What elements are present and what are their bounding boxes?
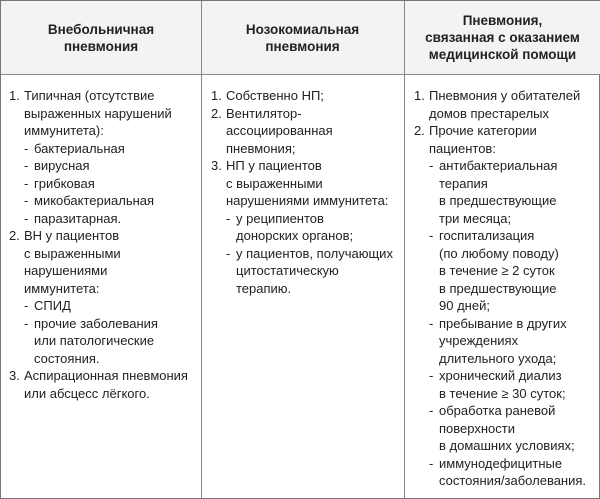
list-item [414,87,599,122]
list-number: 3. [211,158,222,173]
text-line: 90 дней; [439,298,490,313]
text-line: ВН у пациентов [24,228,120,243]
header-line: Нозокомиальная [245,21,360,37]
text-line: или патологические [34,333,155,348]
text-line: поверхности [439,420,515,436]
list-item-text [429,122,537,157]
text-line: хронический диализ [439,368,562,383]
text-line: Типичная (отсутствие [24,88,155,103]
list-item-text [34,157,90,175]
text-line: цитостатическую [236,263,339,278]
text-line: обработка раневой [439,403,556,418]
text-line: длительного ухода; [439,350,557,366]
text-line: или абсцесс лёгкого. [24,385,150,401]
list-dash: - [429,368,434,383]
text-line: в течение ≥ 30 суток; [439,385,566,401]
text-line: учреждениях [439,333,519,348]
header-nosocomial [201,1,404,75]
text-line: микобактериальная [34,193,155,208]
list-number: 3. [9,368,20,383]
list-item [9,315,197,368]
text-line: три месяца; [439,210,512,226]
text-line: паразитарная. [34,210,122,226]
list-item [414,315,599,368]
list-item [211,157,401,210]
list-item-text [24,87,172,140]
list-item-text [439,402,575,455]
text-line: у реципиентов [236,210,324,226]
text-line: в предшествующие [439,280,557,296]
text-line: Прочие категории [429,123,537,138]
header-community-acquired [1,1,201,75]
text-line: нарушениями [24,263,108,278]
list-number: 1. [9,88,20,103]
list-item [414,367,599,402]
list-number: 1. [414,88,425,103]
text-line: бактериальная [34,140,125,156]
list-item [211,245,401,298]
list-item-text [34,315,158,368]
column-divider [404,1,405,498]
header-line: связанная с оказанием [425,30,580,45]
list-dash: - [429,228,434,243]
text-line: донорских органов; [236,228,354,243]
column-community-acquired [9,87,197,402]
list-item-text [34,210,121,228]
text-line: в домашних условиях; [439,438,575,453]
text-line: пребывание в других [439,315,567,331]
text-line: госпитализация [439,228,535,243]
list-number: 2. [211,105,222,121]
text-line: Пневмония у обитателей [429,88,581,103]
list-item [211,87,401,105]
list-dash: - [24,175,29,191]
list-item-text [236,245,393,298]
text-line: выраженных нарушений [24,105,172,121]
list-dash: - [24,140,29,156]
header-line: медицинской помощи [428,47,577,62]
header-line: пневмония [63,38,139,54]
list-item [9,87,197,140]
list-item [211,210,401,245]
list-item-text [34,175,95,193]
list-item [9,227,197,297]
list-item-text [439,227,559,315]
text-line: иммунодефицитные [439,455,563,471]
list-item [9,367,197,402]
list-item-text [439,455,586,490]
list-item-text [439,315,567,368]
list-number: 2. [9,228,20,243]
text-line: пневмония; [226,140,296,156]
list-item [9,157,197,175]
text-line: иммунитета: [24,280,100,296]
list-item-text [24,367,188,402]
list-dash: - [24,158,29,173]
header-line: Пневмония, [462,13,543,28]
list-item [414,122,599,157]
text-line: прочие заболевания [34,315,158,331]
list-item [9,210,197,228]
text-line: Аспирационная пневмония [24,368,188,383]
text-line: у пациентов, получающих [236,245,393,261]
text-line: грибковая [34,175,95,191]
text-line: в предшествующие [439,193,557,208]
list-item-text [24,227,121,297]
list-item-text [34,140,125,158]
list-dash: - [429,403,434,418]
list-item [9,175,197,193]
text-line: с выраженными [24,245,121,261]
list-dash: - [429,315,434,331]
column-nosocomial [211,87,401,297]
list-item [414,227,599,315]
list-item-text [226,87,324,105]
text-line: состояния/заболевания. [439,473,587,488]
text-line: Вентилятор- [226,105,302,121]
column-divider [201,1,202,498]
text-line: иммунитета): [24,123,104,138]
list-dash: - [24,193,29,208]
text-line: (по любому поводу) [439,245,559,261]
list-item [9,192,197,210]
text-line: нарушениями иммунитета: [226,193,389,208]
text-line: с выраженными [226,175,323,191]
list-item [414,455,599,490]
list-item-text [429,87,580,122]
list-item [211,105,401,158]
list-item-text [236,210,353,245]
list-number: 1. [211,88,222,103]
text-line: пациентов: [429,140,496,156]
list-number: 2. [414,123,425,138]
text-line: Собственно НП; [226,88,324,103]
list-dash: - [429,158,434,173]
list-dash: - [24,210,29,226]
list-item-text [34,192,154,210]
text-line: вирусная [34,158,90,173]
list-dash: - [429,455,434,471]
header-healthcare-associated [404,1,600,75]
list-item-text [439,157,557,227]
list-item-text [226,105,333,158]
list-item [414,157,599,227]
text-line: терапия [439,175,488,191]
list-item [9,297,197,315]
list-dash: - [24,315,29,331]
text-line: терапию. [236,280,292,296]
text-line: антибактериальная [439,158,558,173]
column-healthcare-associated [414,87,599,490]
list-dash: - [226,245,231,261]
text-line: в течение ≥ 2 суток [439,263,555,278]
list-dash: - [24,298,29,313]
list-item-text [34,297,71,315]
list-item-text [226,157,388,210]
text-line: состояния. [34,350,100,366]
text-line: СПИД [34,298,71,313]
list-item-text [439,367,566,402]
header-line: пневмония [265,38,340,54]
text-line: НП у пациентов [226,158,322,173]
list-dash: - [226,210,231,226]
text-line: ассоциированная [226,123,333,138]
list-item [9,140,197,158]
header-line: Внебольничная [47,21,155,37]
text-line: домов престарелых [429,105,549,121]
list-item [414,402,599,455]
